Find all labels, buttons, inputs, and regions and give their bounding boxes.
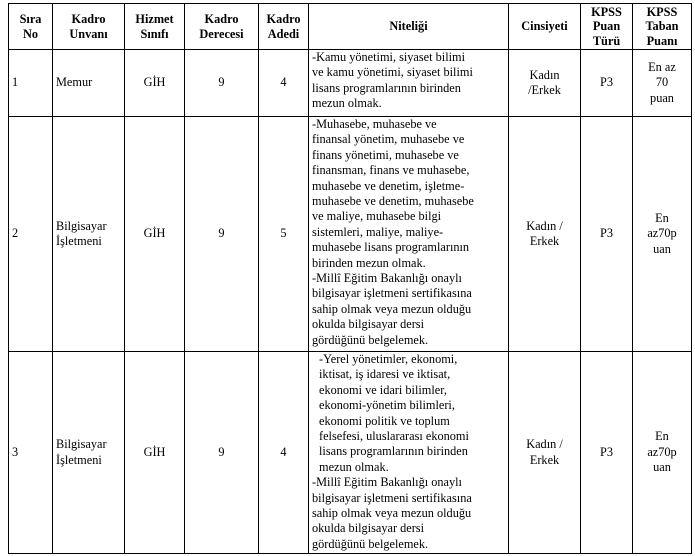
header-kpss-taban-puani: KPSS Taban Puanı	[633, 4, 692, 50]
cell-kpss-puan-turu: P3	[581, 50, 633, 117]
header-kpss-puan-turu: KPSS Puan Türü	[581, 4, 633, 50]
cell-cinsiyeti: Kadın / Erkek	[509, 352, 581, 554]
cell-kpss-taban-puani: En az 70 puan	[633, 50, 692, 117]
header-kadro-derecesi: Kadro Derecesi	[185, 4, 259, 50]
cell-kadro-unvani: Memur	[53, 50, 125, 117]
cell-kadro-derecesi: 9	[185, 50, 259, 117]
header-cinsiyeti: Cinsiyeti	[509, 4, 581, 50]
cell-hizmet-sinifi: GİH	[125, 117, 185, 352]
header-sira-no: Sıra No	[9, 4, 53, 50]
table-row	[9, 117, 692, 352]
table-row	[9, 50, 692, 117]
header-kadro-adedi: Kadro Adedi	[259, 4, 309, 50]
kadro-table	[8, 3, 692, 554]
cell-niteligi: -Muhasebe, muhasebe ve finansal yönetim, muhasebe ve finans yönetimi, muhasebe ve finansman, finans ve muhasebe, muhasebe ve denetim, işletme- muhasebe ve denetim, muhasebe ve maliye, muhasebe bilgi sistemleri, maliye, maliye- muhasebe lisans programlarının birinden mezun olmak. -Millî Eğitim Bakanlığı onaylı bilgisayar işletmeni sertifikasına sahip olmak veya mezun olduğu okulda bilgisayar dersi gördüğünü belgelemek.	[309, 117, 509, 352]
header-hizmet-sinifi: Hizmet Sınıfı	[125, 4, 185, 50]
table-row	[9, 352, 692, 554]
cell-cinsiyeti: Kadın / Erkek	[509, 117, 581, 352]
cell-sira-no: 1	[9, 50, 53, 117]
cell-cinsiyeti: Kadın /Erkek	[509, 50, 581, 117]
cell-kadro-derecesi: 9	[185, 352, 259, 554]
cell-kadro-adedi: 4	[259, 352, 309, 554]
cell-hizmet-sinifi: GİH	[125, 50, 185, 117]
cell-kadro-unvani: Bilgisayar İşletmeni	[53, 117, 125, 352]
cell-niteligi: -Kamu yönetimi, siyaset bilimi ve kamu yönetimi, siyaset bilimi lisans programlarının birinden mezun olmak.	[309, 50, 509, 117]
cell-kpss-puan-turu: P3	[581, 352, 633, 554]
cell-kpss-taban-puani: En az70p uan	[633, 352, 692, 554]
cell-sira-no: 3	[9, 352, 53, 554]
cell-kadro-adedi: 5	[259, 117, 309, 352]
cell-kadro-derecesi: 9	[185, 117, 259, 352]
header-row	[9, 4, 692, 50]
cell-kpss-taban-puani: En az70p uan	[633, 117, 692, 352]
header-niteligi: Niteliği	[309, 4, 509, 50]
cell-sira-no: 2	[9, 117, 53, 352]
cell-kadro-adedi: 4	[259, 50, 309, 117]
cell-kpss-puan-turu: P3	[581, 117, 633, 352]
cell-kadro-unvani: Bilgisayar İşletmeni	[53, 352, 125, 554]
cell-niteligi: -Yerel yönetimler, ekonomi, iktisat, iş idaresi ve iktisat, ekonomi ve idari bilimler, ekonomi-yönetim bilimleri, ekonomi politik ve toplum felsefesi, uluslararası ekonomi lisans programlarının birinden mezun olmak. -Millî Eğitim Bakanlığı onaylı bilgisayar işletmeni sertifikasına sahip olmak veya mezun olduğu okulda bilgisayar dersi gördüğünü belgelemek.	[309, 352, 509, 554]
cell-hizmet-sinifi: GİH	[125, 352, 185, 554]
header-kadro-unvani: Kadro Unvanı	[53, 4, 125, 50]
